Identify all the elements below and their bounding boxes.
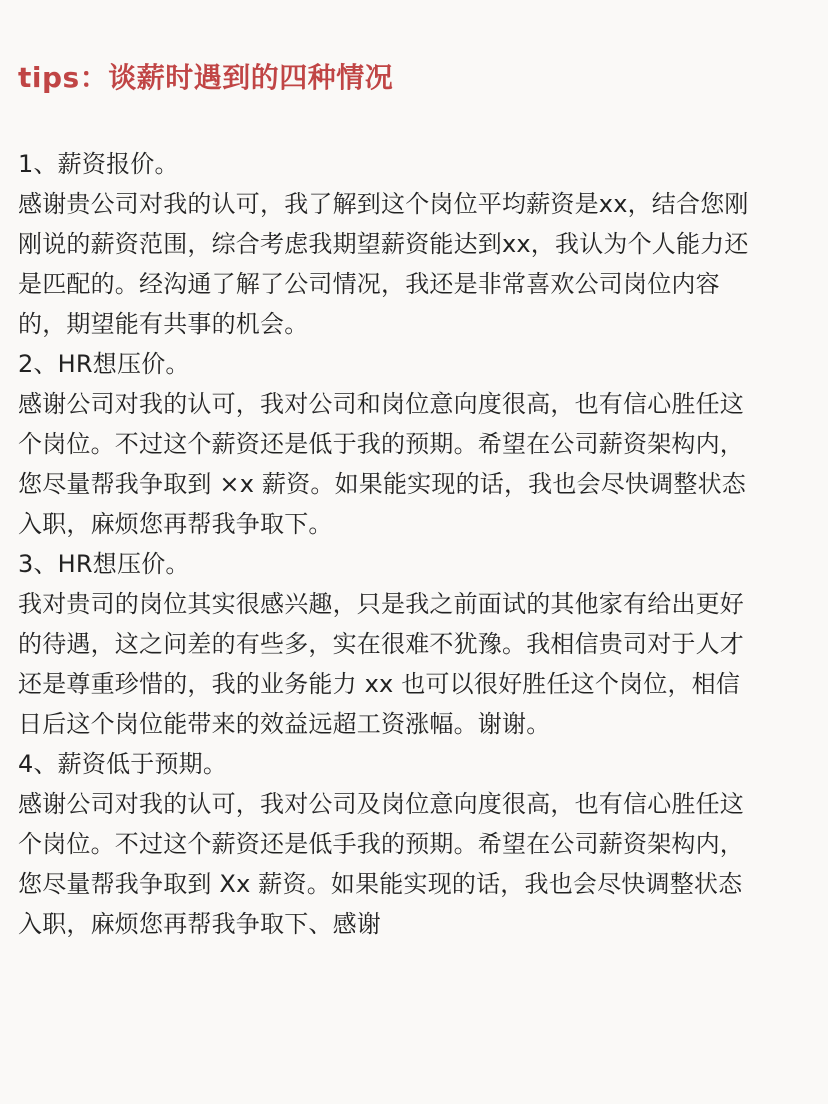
paragraph-line: 感谢公司对我的认可，我对公司及岗位意向度很高，也有信心胜任这 xyxy=(18,790,744,818)
paragraph-line: 的待遇，这之问差的有些多，实在很难不犹豫。我相信贵司对于人才 xyxy=(18,630,744,658)
paragraph-line: 您尽量帮我争取到 Xx 薪资。如果能实现的话，我也会尽快调整状态 xyxy=(18,870,743,898)
paragraph-line: 个岗位。不过这个薪资还是低于我的预期。希望在公司薪资架构内， xyxy=(18,430,744,458)
paragraph-line: 个岗位。不过这个薪资还是低手我的预期。希望在公司薪资架构内， xyxy=(18,830,744,858)
paragraph-line: 入职，麻烦您再帮我争取下、感谢 xyxy=(18,910,381,938)
paragraph-line: 入职，麻烦您再帮我争取下。 xyxy=(18,510,333,538)
paragraph-line: 感谢贵公司对我的认可，我了解到这个岗位平均薪资是xx，结合您刚 xyxy=(18,190,749,218)
section-heading-4: 4、薪资低于预期。 xyxy=(18,750,228,778)
paragraph-line: 您尽量帮我争取到 ×x 薪资。如果能实现的话，我也会尽快调整状态 xyxy=(18,470,746,498)
paragraph-line: 的，期望能有共事的机会。 xyxy=(18,310,309,338)
document-title: tips：谈薪时遇到的四种情况 xyxy=(18,61,394,94)
section-heading-1: 1、薪资报价。 xyxy=(18,150,179,178)
paragraph-line: 感谢公司对我的认可，我对公司和岗位意向度很高，也有信心胜任这 xyxy=(18,390,744,418)
section-heading-3: 3、HR想压价。 xyxy=(18,550,190,578)
paragraph-line: 还是尊重珍惜的，我的业务能力 xx 也可以很好胜任这个岗位，相信 xyxy=(18,670,741,698)
document-body xyxy=(18,144,812,944)
paragraph-line: 我对贵司的岗位其实很感兴趣，只是我之前面试的其他家有给出更好 xyxy=(18,590,744,618)
paragraph-line: 刚说的薪资范围，综合考虑我期望薪资能达到xx，我认为个人能力还 xyxy=(18,230,749,258)
paragraph-line: 是匹配的。经沟通了解了公司情况，我还是非常喜欢公司岗位内容 xyxy=(18,270,720,298)
section-heading-2: 2、HR想压价。 xyxy=(18,350,190,378)
paragraph-line: 日后这个岗位能带来的效益远超工资涨幅。谢谢。 xyxy=(18,710,551,738)
